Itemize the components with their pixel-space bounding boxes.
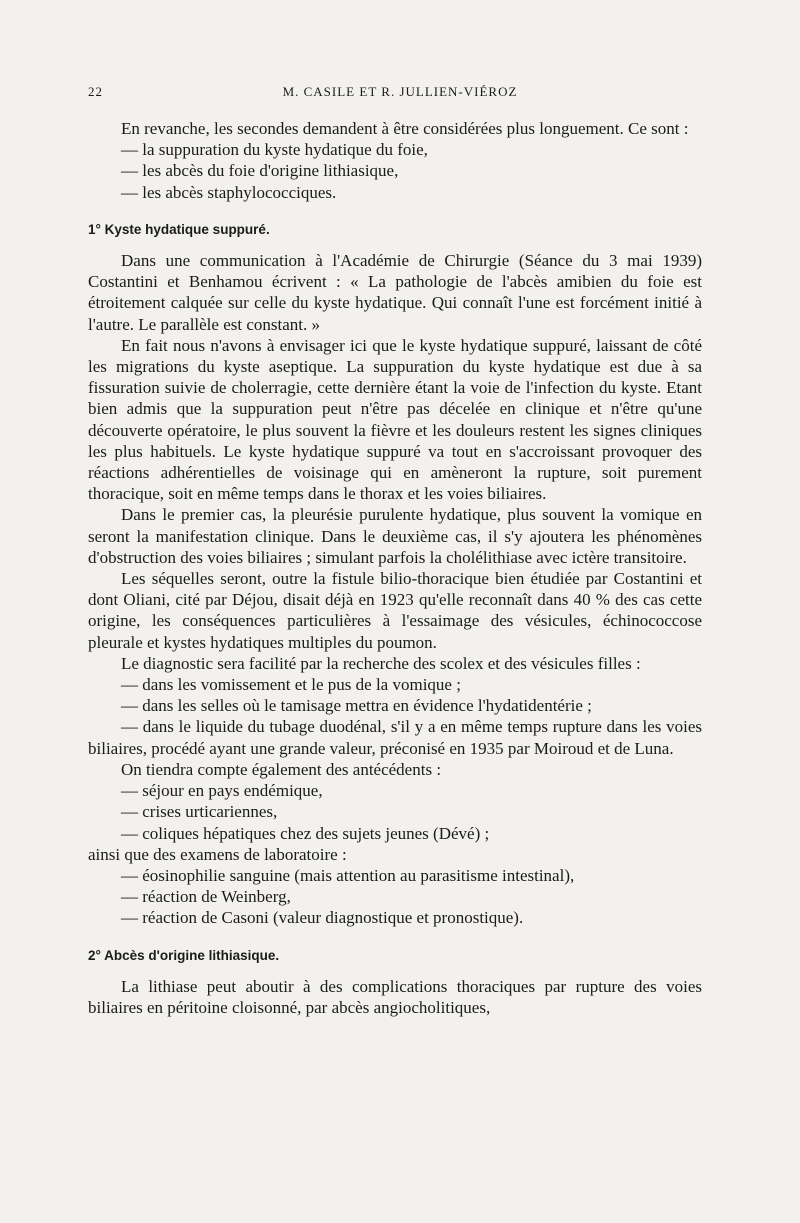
- paragraph: Les séquelles seront, outre la fistule bilio-thoracique bien étudiée par Costantini et dont Oliani, cité par Déjou, disait déjà en 1923 qu'elle reconnaît dans 40 % des cas cette origine, les conséquences particulières à l'essaimage des vésicules, échinococcose pleurale et kystes hydatiques multiples du poumon.: [88, 569, 702, 652]
- page-header: [88, 84, 712, 104]
- paragraph: Dans le premier cas, la pleurésie purulente hydatique, plus souvent la vomique en seront la manifestation clinique. Dans le deuxième cas, il s'y ajoutera les phénomènes d'obstruction des voies biliaires ; simulant parfois la cholélithiase avec ictère transitoire.: [88, 505, 702, 567]
- list-item: — séjour en pays endémique,: [121, 781, 323, 801]
- body-text: [88, 118, 702, 1018]
- list-item: — la suppuration du kyste hydatique du foie,: [121, 140, 428, 160]
- section-heading-2: 2° Abcès d'origine lithiasique.: [88, 947, 280, 963]
- paragraph: En fait nous n'avons à envisager ici que le kyste hydatique suppuré, laissant de côté les migrations du kyste aseptique. La suppuration du kyste hydatique est due à sa fissuration suivie de cholerragie, cette dernière étant la voie de l'infection du kyste. Etant bien admis que la suppuration peut n'être pas décelée en clinique et n'être qu'une découverte opératoire, le plus souvent la fièvre et les douleurs restent les signes cliniques les plus habituels. Le kyste hydatique suppuré va tout en s'accroissant provoquer des réactions adhérentielles de voisinage qui en amèneront la rupture, soit purement thoracique, soit en même temps dans le thorax et les voies biliaires.: [88, 335, 702, 504]
- paragraph: On tiendra compte également des antécédents :: [121, 759, 442, 779]
- list-item: — dans les vomissement et le pus de la vomique ;: [121, 675, 461, 695]
- list-item: — crises urticariennes,: [121, 802, 278, 822]
- list-item: — coliques hépatiques chez des sujets jeunes (Dévé) ;: [121, 823, 490, 843]
- section-heading-1: 1° Kyste hydatique suppuré.: [88, 221, 270, 237]
- list-item: — réaction de Casoni (valeur diagnostique et pronostique).: [121, 908, 524, 928]
- list-item: — éosinophilie sanguine (mais attention au parasitisme intestinal),: [121, 865, 575, 885]
- paragraph: — dans le liquide du tubage duodénal, s'il y a en même temps rupture dans les voies biliaires, procédé ayant une grande valeur, préconisé en 1935 par Moiroud et de Luna.: [88, 717, 702, 758]
- running-head: M. CASILE ET R. JULLIEN-VIÉROZ: [282, 84, 518, 99]
- paragraph: Le diagnostic sera facilité par la recherche des scolex et des vésicules filles :: [121, 653, 641, 673]
- intro-paragraph: En revanche, les secondes demandent à être considérées plus longuement. Ce sont :: [121, 119, 689, 138]
- paragraph: ainsi que des examens de laboratoire :: [88, 844, 347, 864]
- list-item: — les abcès staphylococciques.: [121, 182, 337, 202]
- list-item: — les abcès du foie d'origine lithiasique,: [121, 161, 399, 181]
- list-item: — réaction de Weinberg,: [121, 887, 291, 907]
- list-item: — dans les selles où le tamisage mettra en évidence l'hydatidentérie ;: [121, 696, 592, 716]
- paragraph: La lithiase peut aboutir à des complications thoraciques par rupture des voies biliaires en péritoine cloisonné, par abcès angiocholitiques,: [88, 976, 702, 1017]
- page-number: 22: [88, 84, 103, 99]
- paragraph: Dans une communication à l'Académie de Chirurgie (Séance du 3 mai 1939) Costantini et Benhamou écrivent : « La pathologie de l'abcès amibien du foie est étroitement calquée sur celle du kyste hydatique. Qui connaît l'une est forcément initié à l'autre. Le parallèle est constant. »: [88, 251, 702, 334]
